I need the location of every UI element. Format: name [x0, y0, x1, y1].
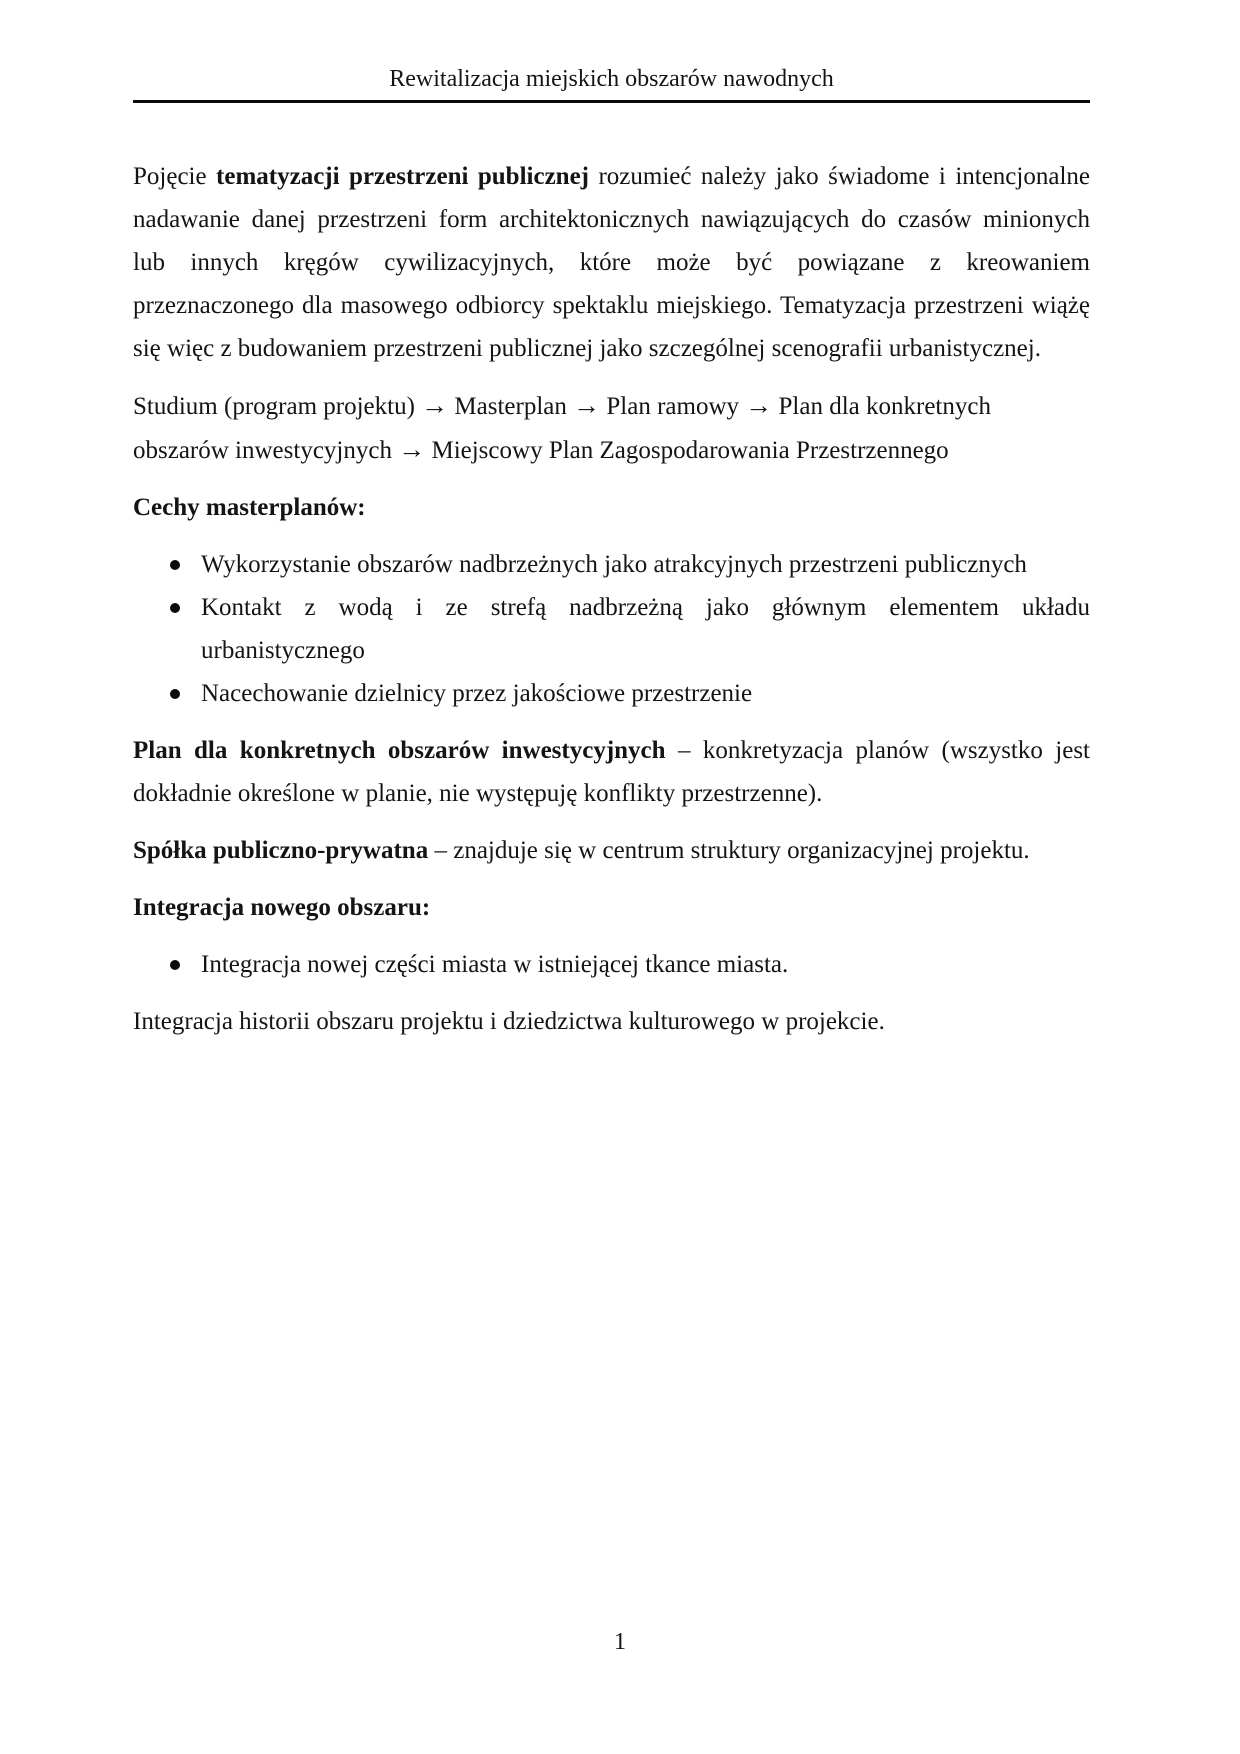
text-line: się więc z budowaniem przestrzeni publicznej jako szczególnej scenografii urbanistycznej. [133, 335, 1041, 362]
list-item [133, 586, 1090, 672]
right-arrow-icon: → [745, 390, 773, 420]
text-line [133, 384, 1090, 428]
page-header [133, 0, 1090, 103]
paragraph-pojecie [133, 155, 1090, 370]
text-run: Pojęcie [133, 163, 217, 190]
text-line [133, 428, 1090, 472]
text-run: Miejscowy Plan Zagospodarowania Przestrzennego [431, 437, 949, 464]
list-item [133, 672, 1090, 715]
paragraph-integracja-historii: Integracja historii obszaru projektu i dziedzictwa kulturowego w projekcie. [133, 1008, 885, 1035]
bold-text-run: Spółka publiczno-prywatna [133, 837, 429, 864]
text-run: Studium (program projektu) [133, 393, 415, 420]
text-line: Integracja nowej części miasta w istniejącej tkance miasta. [201, 951, 789, 978]
integracja-bullet-list [133, 943, 1090, 986]
text-run: Masterplan [454, 393, 567, 420]
right-arrow-icon: → [573, 390, 601, 420]
text-line: nadawanie danej przestrzeni form architektonicznych nawiązujących do czasów minionych [133, 206, 1090, 233]
heading-integracja-obszaru: Integracja nowego obszaru: [133, 894, 431, 921]
document-body [133, 155, 1090, 1043]
right-arrow-icon: → [421, 390, 449, 420]
text-line [133, 155, 1090, 198]
heading-cechy-masterplanow: Cechy masterplanów: [133, 494, 366, 521]
masterplan-bullet-list [133, 543, 1090, 715]
page-number: 1 [614, 1629, 626, 1655]
text-line: Nacechowanie dzielnicy przez jakościowe przestrzenie [201, 680, 753, 707]
text-run: – konkretyzacja planów (wszystko jest [665, 737, 1091, 764]
text-line: lub innych kręgów cywilizacyjnych, które może być powiązane z kreowaniem [133, 249, 1090, 276]
bold-text-run: Plan dla konkretnych obszarów inwestycyjnych [133, 737, 666, 764]
list-item [133, 943, 1090, 986]
text-run: Plan dla konkretnych [778, 393, 991, 420]
header-title: Rewitalizacja miejskich obszarów nawodnych [389, 66, 834, 92]
paragraph-studium-flow [133, 384, 1090, 472]
text-line: przeznaczonego dla masowego odbiorcy spektaklu miejskiego. Tematyzacja przestrzeni wiążę [133, 292, 1090, 319]
text-run: obszarów inwestycyjnych [133, 437, 392, 464]
text-line [133, 729, 1090, 772]
right-arrow-icon: → [398, 434, 426, 464]
text-run: Plan ramowy [606, 393, 739, 420]
text-run: rozumieć należy jako świadome i intencjonalne [589, 163, 1090, 190]
text-line: Kontakt z wodą i ze strefą nadbrzeżną jako głównym elementem układu [201, 594, 1090, 621]
header-rule [133, 64, 1090, 103]
text-line: dokładnie określone w planie, nie występuję konflikty przestrzenne). [133, 780, 823, 807]
paragraph-spolka [133, 829, 1090, 872]
bold-text-run: tematyzacji przestrzeni publicznej [216, 163, 589, 190]
text-line: urbanistycznego [201, 637, 365, 664]
paragraph-plan-inwestycyjny [133, 729, 1090, 815]
text-run: – znajduje się w centrum struktury organizacyjnej projektu. [428, 837, 1030, 864]
list-item [133, 543, 1090, 586]
text-line: Wykorzystanie obszarów nadbrzeżnych jako atrakcyjnych przestrzeni publicznych [201, 551, 1027, 578]
